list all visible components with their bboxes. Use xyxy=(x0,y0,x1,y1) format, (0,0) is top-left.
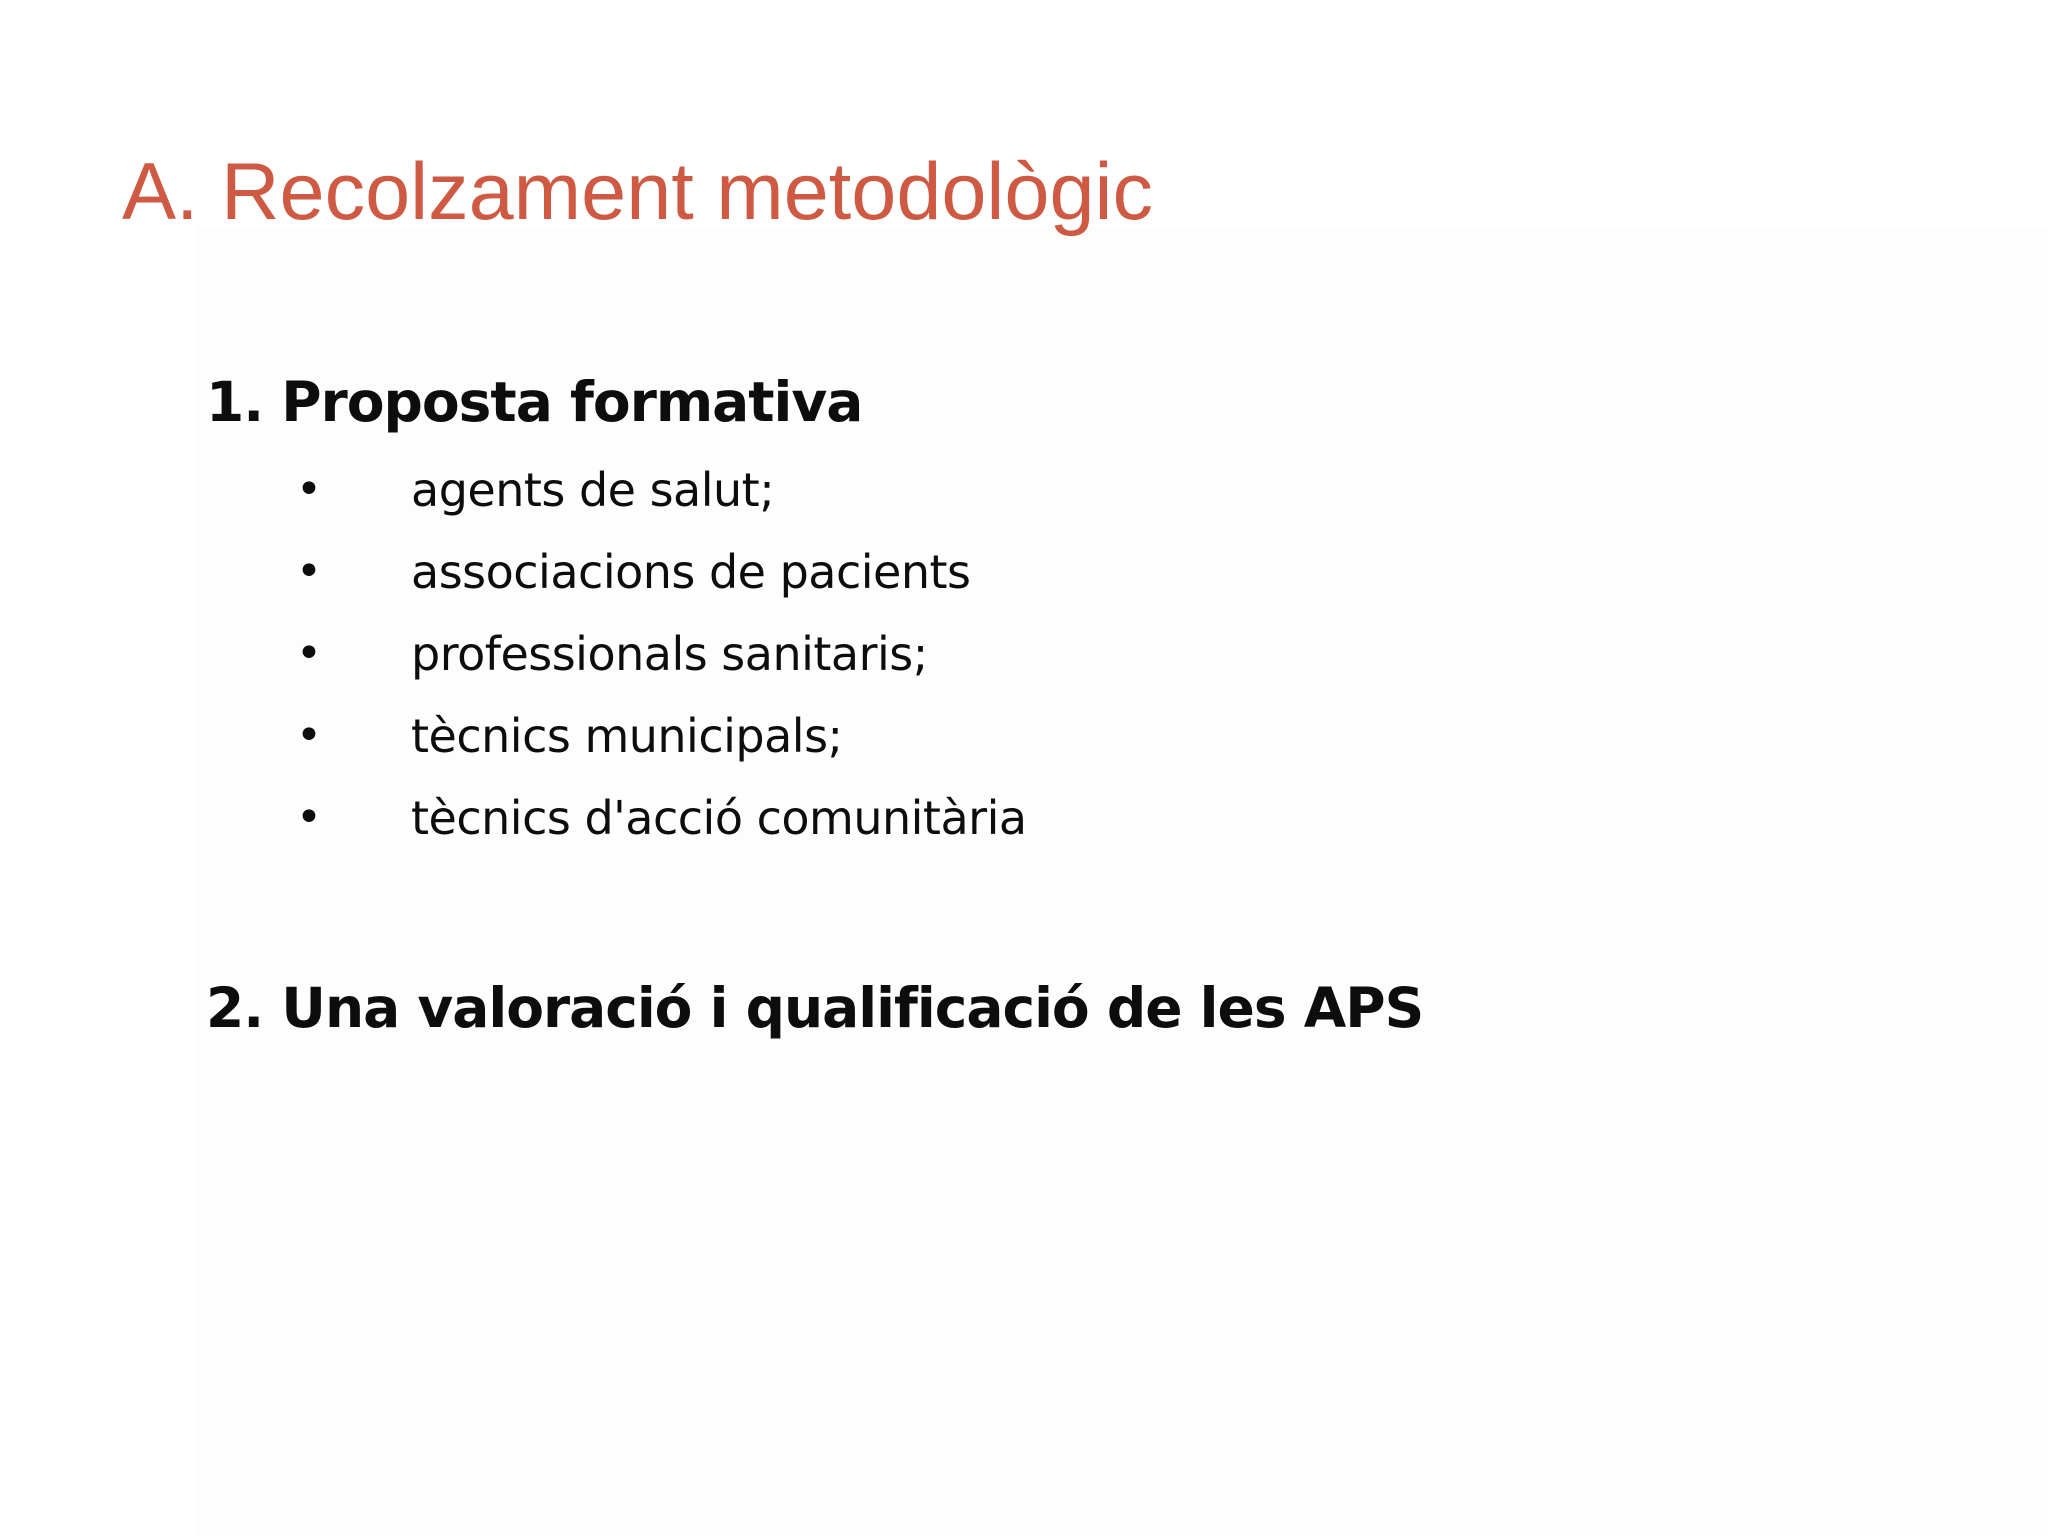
list-item-text: professionals sanitaris; xyxy=(411,627,928,681)
slide-title: A. Recolzament metodològic xyxy=(122,147,1154,237)
list-item xyxy=(0,455,1100,537)
list-item xyxy=(0,537,1100,619)
list-item-text: associacions de pacients xyxy=(411,545,971,599)
bullet-icon: • xyxy=(296,710,322,761)
list-item xyxy=(0,783,1100,865)
bullet-icon: • xyxy=(296,546,322,597)
list-item-text: agents de salut; xyxy=(411,463,775,517)
list-item-text: tècnics d'acció comunitària xyxy=(411,791,1027,845)
bullet-icon: • xyxy=(296,628,322,679)
bullet-list xyxy=(0,455,1100,865)
list-item-text: tècnics municipals; xyxy=(411,709,843,763)
section-heading-proposta-formativa: 1. Proposta formativa xyxy=(206,370,863,434)
section-heading-valoracio-aps: 2. Una valoració i qualificació de les APS xyxy=(206,976,1424,1040)
bullet-icon: • xyxy=(296,464,322,515)
list-item xyxy=(0,701,1100,783)
bullet-icon: • xyxy=(296,792,322,843)
list-item xyxy=(0,619,1100,701)
